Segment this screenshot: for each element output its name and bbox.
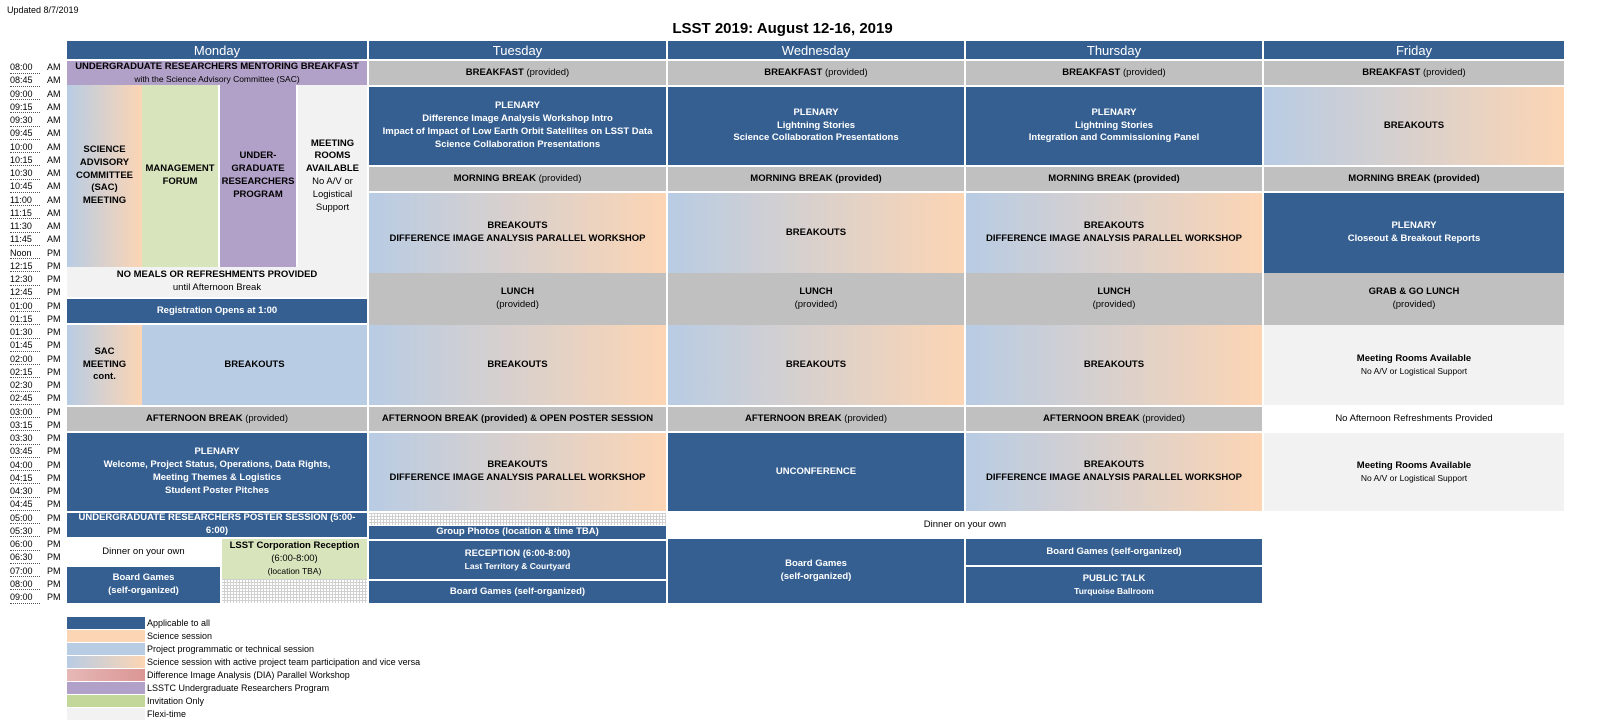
legend-swatch [67,617,145,629]
text: cont. [93,371,116,383]
time-row [0,485,66,498]
ampm-label: AM [47,234,61,245]
ampm-label: PM [47,433,61,443]
text: No A/V or [312,176,353,187]
wed-plenary [668,87,964,165]
legend-item [67,630,467,642]
thu-breakfast [966,61,1262,85]
time-label: 09:00 [10,88,40,101]
time-label: 09:45 [10,127,40,140]
ampm-label: AM [47,207,61,218]
mon-no-meals [67,267,367,297]
text: SAC [94,345,115,357]
ampm-label: AM [47,168,61,178]
text: BREAKFAST [1062,66,1121,78]
ampm-label: AM [47,181,61,192]
text: (self-organized) [108,585,179,596]
time-row [0,101,66,114]
thu-morning-break: MORNING BREAK (provided) [966,167,1262,191]
time-row [0,565,66,578]
ampm-label: PM [47,313,61,324]
day-header-monday: Monday [67,41,367,59]
time-row [0,419,66,432]
text: Science Collaboration Presentations [434,138,601,150]
text: AFTERNOON BREAK [145,412,243,424]
time-label: 04:30 [10,485,40,498]
time-row [0,74,66,87]
ampm-label: PM [47,274,61,284]
text: LSST Corporation Reception [229,540,360,552]
text: AFTERNOON BREAK [381,412,479,424]
text: BREAKOUTS [1083,220,1145,232]
day-header-tuesday: Tuesday [369,41,666,59]
text: (provided) [496,299,539,310]
mon-management-forum [142,85,218,267]
text: PUBLIC TALK [1082,572,1146,584]
text: Last Territory & Courtyard [464,560,571,571]
time-row [0,432,66,445]
fri-morning-break: MORNING BREAK (provided) [1264,167,1564,191]
text: RESEARCHERS [221,176,295,187]
time-row [0,591,66,604]
legend-swatch [67,695,145,707]
thu-public-talk [966,567,1262,603]
tue-breakouts-2: BREAKOUTS [369,325,666,405]
time-label: 03:30 [10,432,40,445]
text: (provided) & OPEN POSTER SESSION [478,412,654,424]
time-row [0,207,66,220]
mon-plenary [67,433,367,511]
text: Integration and Commissioning Panel [1028,132,1200,144]
ampm-label: AM [47,154,61,165]
thu-board-games: Board Games (self-organized) [966,539,1262,565]
ampm-label: PM [47,512,61,523]
text: BREAKFAST [1362,66,1421,78]
ampm-label: PM [47,247,61,258]
text: BREAKFAST [465,66,524,78]
text: GRADUATE [231,163,285,175]
time-row [0,61,66,74]
legend-swatch [67,643,145,655]
time-label: 02:45 [10,392,40,405]
legend-item [67,682,467,694]
mon-mentoring-sub: with the Science Advisory Committee (SAC) [134,73,300,84]
ampm-label: PM [47,472,61,483]
tue-breakouts [369,193,666,273]
legend-label: Applicable to all [147,618,211,628]
text: MEETING [82,195,127,207]
mon-undergrad-program [220,85,296,267]
ampm-label: PM [47,525,61,536]
ampm-label: AM [47,194,61,205]
text: ROOMS [314,150,351,162]
text: Meeting Rooms Available [1356,352,1472,364]
time-label: 05:30 [10,525,40,538]
time-label: 01:15 [10,313,40,326]
thu-plenary [966,87,1262,165]
time-row [0,167,66,180]
time-row [0,578,66,591]
ampm-label: PM [47,565,61,576]
wed-unconference: UNCONFERENCE [668,433,964,511]
text: BREAKOUTS [487,459,548,471]
time-row [0,512,66,525]
tue-lunch [369,273,666,325]
time-label: 12:15 [10,260,40,273]
thu-lunch [966,273,1262,325]
text: Lightning Stories [776,119,856,131]
text: COMMITTEE [76,169,133,181]
legend-swatch [67,630,145,642]
time-row [0,273,66,286]
text: FORUM [162,176,198,187]
text: (provided) [1120,66,1166,78]
time-row [0,88,66,101]
wed-morning-break: MORNING BREAK (provided) [668,167,964,191]
ampm-label: PM [47,499,61,510]
time-label: 06:00 [10,538,40,551]
text: Board Games [785,558,847,570]
mon-board-games [67,567,220,603]
text: SCIENCE [83,143,126,155]
ampm-label: PM [47,592,61,602]
ampm-label: PM [47,459,61,470]
time-label: Noon [10,247,40,260]
text: LUNCH [1097,286,1131,298]
legend-label: LSSTC Undergraduate Researchers Program [147,683,330,693]
text: Closeout & Breakout Reports [1347,233,1481,244]
mon-mentoring-title: UNDERGRADUATE RESEARCHERS MENTORING BREAKFAST [75,61,359,72]
text: BREAKFAST [764,66,823,78]
day-header-wednesday: Wednesday [668,41,964,59]
text: PLENARY [1091,106,1137,118]
tue-board-games: Board Games (self-organized) [369,581,666,603]
time-label: 05:00 [10,512,40,525]
thu-breakouts-2: BREAKOUTS [966,325,1262,405]
text: until Afternoon Break [172,282,262,293]
tue-breakfast [369,61,666,85]
mon-registration: Registration Opens at 1:00 [67,299,367,323]
ampm-label: AM [47,221,61,231]
thu-afternoon-break [966,407,1262,431]
time-label: 07:00 [10,565,40,578]
text: Lightning Stories [1074,119,1154,131]
ampm-label: PM [47,287,61,298]
text: DIFFERENCE IMAGE ANALYSIS PARALLEL WORKSHOP [389,233,646,244]
wed-afternoon-break [668,407,964,431]
updated-label: Updated 8/7/2019 [7,5,79,15]
fri-breakouts: BREAKOUTS [1264,87,1564,165]
ampm-label: PM [47,327,61,337]
text: Student Poster Pitches [165,484,269,496]
legend-swatch [67,682,145,694]
mon-dinner: Dinner on your own [67,539,220,565]
time-row [0,194,66,207]
tue-morning-break [369,167,666,191]
time-label: 03:00 [10,406,40,419]
time-label: 03:45 [10,445,40,458]
time-row [0,551,66,564]
tue-group-photos: Group Photos (location & time TBA) [369,526,666,539]
time-label: 04:45 [10,498,40,511]
text: ADVISORY [79,156,130,168]
time-row [0,326,66,339]
legend-item [67,656,467,668]
text: PLENARY [194,446,240,458]
text: PLENARY [793,106,839,118]
time-row [0,180,66,193]
mon-afternoon-break [67,407,367,431]
ampm-label: PM [47,539,61,549]
time-row [0,472,66,485]
legend-swatch [67,708,145,720]
text: LUNCH [799,286,833,298]
time-label: 09:15 [10,101,40,114]
text: Meeting Rooms Available [1356,459,1472,471]
ampm-label: PM [47,552,61,563]
mon-poster-session: UNDERGRADUATE RESEARCHERS POSTER SESSION (5:00-6:00) [67,513,367,537]
wed-lunch [668,273,964,325]
time-label: 01:45 [10,339,40,352]
text: No A/V or Logistical Support [1360,365,1468,376]
ampm-label: PM [47,446,61,457]
mon-meeting-rooms [298,85,367,267]
text: (provided) [822,66,868,78]
time-label: 09:00 [10,591,40,604]
legend-label: Project programmatic or technical session [147,644,315,654]
tue-breakouts-3 [369,433,666,511]
mon-hatch-block [222,579,367,603]
text: DIFFERENCE IMAGE ANALYSIS PARALLEL WORKSHOP [389,472,646,483]
time-row [0,247,66,260]
time-label: 08:45 [10,74,40,87]
time-row [0,114,66,127]
text: (provided) [794,299,838,310]
time-label: 08:00 [10,61,40,74]
text: RECEPTION (6:00-8:00) [464,547,571,559]
time-row [0,366,66,379]
mon-mentoring-breakfast [67,61,367,85]
tue-afternoon-break [369,407,666,431]
legend-swatch [67,669,145,681]
time-label: 04:15 [10,472,40,485]
text: (SAC) [91,182,118,194]
text: MORNING BREAK [453,172,536,184]
time-label: 02:00 [10,353,40,366]
fri-meeting-rooms-2 [1264,433,1564,511]
time-row [0,300,66,313]
text: BREAKOUTS [1083,459,1145,471]
tue-hatch-block [369,513,666,525]
text: MEETING [82,358,127,370]
text: AVAILABLE [306,163,359,175]
text: GRAB & GO LUNCH [1368,286,1460,298]
text: (6:00-8:00) [271,553,318,565]
time-label: 11:45 [10,233,40,246]
mon-breakouts: BREAKOUTS [142,325,367,405]
text: (provided) [1420,66,1466,78]
time-row [0,154,66,167]
legend-swatch [67,656,145,668]
mon-reception [222,539,367,579]
text: Impact of Impact of Low Earth Orbit Satellites on LSST Data [382,126,653,137]
ampm-label: AM [47,115,61,125]
text: Welcome, Project Status, Operations, Data Rights, [103,459,331,471]
time-label: 10:45 [10,180,40,193]
wed-board-games [668,539,964,603]
text: AFTERNOON BREAK [1042,412,1140,424]
legend-label: Science session [147,631,213,641]
time-row [0,220,66,233]
fri-meeting-rooms [1264,325,1564,405]
text: (provided) [535,172,582,184]
time-row [0,379,66,392]
fri-breakfast [1264,61,1564,85]
ampm-label: AM [47,88,61,99]
mon-sac-meeting [67,85,142,267]
ampm-label: PM [47,486,61,496]
text: PLENARY [1391,220,1437,232]
text: Turquoise Ballroom [1074,585,1154,596]
ampm-label: PM [47,380,61,390]
time-row [0,406,66,419]
legend-label: Invitation Only [147,696,205,706]
text: PROGRAM [233,188,283,200]
text: (provided) [1392,299,1436,310]
thu-breakouts [966,193,1262,273]
text: (location TBA) [267,566,322,577]
text: Science Collaboration Presentations [733,132,899,144]
text: UNDER- [239,150,277,162]
text: Board Games [112,572,175,584]
wed-breakouts-2: BREAKOUTS [668,325,964,405]
time-label: 09:30 [10,114,40,127]
day-header-friday: Friday [1264,41,1564,59]
time-row [0,498,66,511]
legend-label: Science session with active project team participation and vice versa [147,657,421,667]
time-label: 11:00 [10,194,40,207]
time-row [0,525,66,538]
ampm-label: AM [47,75,61,86]
thu-breakouts-3 [966,433,1262,511]
legend-label: Flexi-time [147,709,187,719]
day-header-thursday: Thursday [966,41,1262,59]
time-row [0,127,66,140]
text: MANAGEMENT [145,163,215,175]
time-row [0,313,66,326]
time-label: 01:30 [10,326,40,339]
time-row [0,353,66,366]
page-title: LSST 2019: August 12-16, 2019 [672,20,893,37]
time-row [0,459,66,472]
legend-item [67,695,467,707]
wed-thu-dinner: Dinner on your own [668,513,1262,537]
ampm-label: PM [47,300,61,311]
text: MEETING [310,137,355,149]
time-row [0,538,66,551]
time-label: 02:30 [10,379,40,392]
time-label: 12:45 [10,286,40,299]
legend-item [67,669,467,681]
text: (provided) [242,412,288,424]
time-row [0,233,66,246]
ampm-label: PM [47,578,61,589]
wed-breakouts: BREAKOUTS [668,193,964,273]
legend-item [67,617,467,629]
time-row [0,339,66,352]
ampm-label: PM [47,353,61,364]
time-row [0,286,66,299]
fri-lunch [1264,273,1564,325]
text: AFTERNOON BREAK [744,412,842,424]
legend-label: Difference Image Analysis (DIA) Parallel Workshop [147,670,350,680]
time-row [0,392,66,405]
text: (self-organized) [780,571,852,582]
fri-plenary [1264,193,1564,273]
time-label: 10:00 [10,141,40,154]
ampm-label: AM [47,141,61,152]
text: LUNCH [500,286,535,298]
wed-breakfast [668,61,964,85]
time-label: 01:00 [10,300,40,313]
legend-item [67,708,467,720]
time-label: 06:30 [10,551,40,564]
tue-reception [369,541,666,579]
text: DIFFERENCE IMAGE ANALYSIS PARALLEL WORKSHOP [986,472,1242,483]
time-label: 12:30 [10,273,40,286]
text: Logistical Support [312,188,353,213]
time-label: 02:15 [10,366,40,379]
ampm-label: AM [47,128,61,139]
tue-plenary [369,87,666,165]
fri-no-refreshments: No Afternoon Refreshments Provided [1264,407,1564,431]
time-label: 11:15 [10,207,40,220]
text: PLENARY [494,100,541,112]
time-row [0,445,66,458]
time-label: 10:15 [10,154,40,167]
text: (provided) [1139,412,1185,424]
time-label: 10:30 [10,167,40,180]
ampm-label: AM [47,101,61,112]
text: No A/V or Logistical Support [1360,472,1468,483]
time-label: 04:00 [10,459,40,472]
ampm-label: PM [47,419,61,430]
ampm-label: PM [47,340,61,351]
text: (provided) [523,66,570,78]
text: (provided) [841,412,887,424]
text: Meeting Themes & Logistics [152,472,282,483]
ampm-label: PM [47,260,61,271]
text: NO MEALS OR REFRESHMENTS PROVIDED [116,269,318,281]
mon-sac-cont [67,325,142,405]
text: Difference Image Analysis Workshop Intro [422,113,613,125]
text: DIFFERENCE IMAGE ANALYSIS PARALLEL WORKSHOP [986,233,1242,244]
time-row [0,141,66,154]
time-row [0,260,66,273]
time-label: 11:30 [10,220,40,233]
time-label: 08:00 [10,578,40,591]
ampm-label: PM [47,406,61,417]
legend-item [67,643,467,655]
ampm-label: PM [47,366,61,377]
text: (provided) [1092,299,1136,310]
ampm-label: AM [47,62,61,72]
time-label: 03:15 [10,419,40,432]
text: BREAKOUTS [487,220,548,232]
ampm-label: PM [47,393,61,404]
